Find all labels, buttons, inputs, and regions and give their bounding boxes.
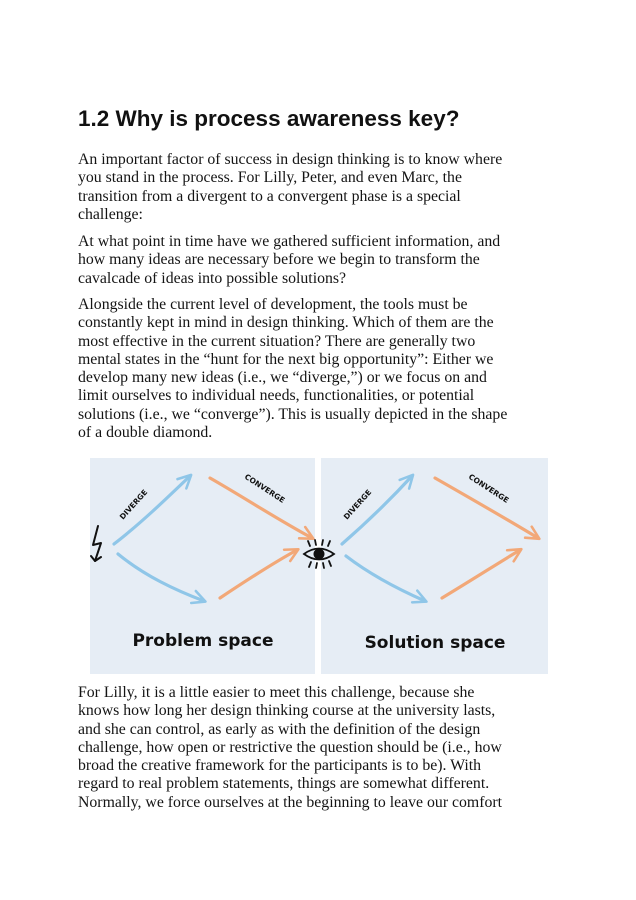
text-line: mental states in the “hunt for the next big opportunity”: Either we xyxy=(78,350,494,368)
double-diamond-figure xyxy=(90,458,548,674)
text-line: regard to real problem statements, things are somewhat different. xyxy=(78,775,490,793)
text-line: most effective in the current situation? There are generally two xyxy=(78,332,476,350)
text-line: develop many new ideas (i.e., we “diverge,”) or we focus on and xyxy=(78,369,487,387)
diverge-label: DIVERGE xyxy=(117,487,150,522)
converge-label: CONVERGE xyxy=(242,472,287,505)
text-line: knows how long her design thinking course at the university lasts, xyxy=(78,702,496,720)
text-line: how many ideas are necessary before we begin to transform the xyxy=(78,251,480,269)
text-line: limit ourselves to individual needs, functionalities, or potential xyxy=(78,387,475,405)
text-line: solutions (i.e., we “converge”). This is usually depicted in the shape xyxy=(78,405,508,423)
text-line: you stand in the process. For Lilly, Peter, and even Marc, the xyxy=(78,169,462,187)
text-line: challenge, how open or restrictive the question should be (i.e., how xyxy=(78,738,502,756)
paragraph-question xyxy=(78,233,558,288)
text-line: challenge: xyxy=(78,205,143,223)
section-heading: 1.2 Why is process awareness key? xyxy=(78,106,460,131)
paragraph-lilly-challenge xyxy=(78,684,558,812)
solution-space-caption: Solution space xyxy=(364,633,506,653)
converge-label: CONVERGE xyxy=(466,472,511,505)
diverge-label: DIVERGE xyxy=(341,487,374,522)
text-line: cavalcade of ideas into possible solutions? xyxy=(78,269,347,287)
text-line: For Lilly, it is a little easier to meet this challenge, because she xyxy=(78,684,475,701)
text-line: constantly kept in mind in design thinking. Which of them are the xyxy=(78,314,494,332)
text-line: At what point in time have we gathered sufficient information, and xyxy=(78,233,501,250)
paragraph-process-awareness xyxy=(78,151,558,224)
text-line: Alongside the current level of development, the tools must be xyxy=(78,296,468,313)
text-line: Normally, we force ourselves at the beginning to leave our comfort xyxy=(78,793,503,811)
text-line: transition from a divergent to a convergent phase is a special xyxy=(78,187,461,205)
text-line: and she can control, as early as with the definition of the design xyxy=(78,720,481,738)
paragraph-mental-states xyxy=(78,296,558,442)
text-line: An important factor of success in design thinking is to know where xyxy=(78,151,503,168)
text-line: of a double diamond. xyxy=(78,424,213,442)
problem-space-caption: Problem space xyxy=(132,631,274,651)
text-line: broad the creative framework for the participants is to be). With xyxy=(78,757,482,775)
